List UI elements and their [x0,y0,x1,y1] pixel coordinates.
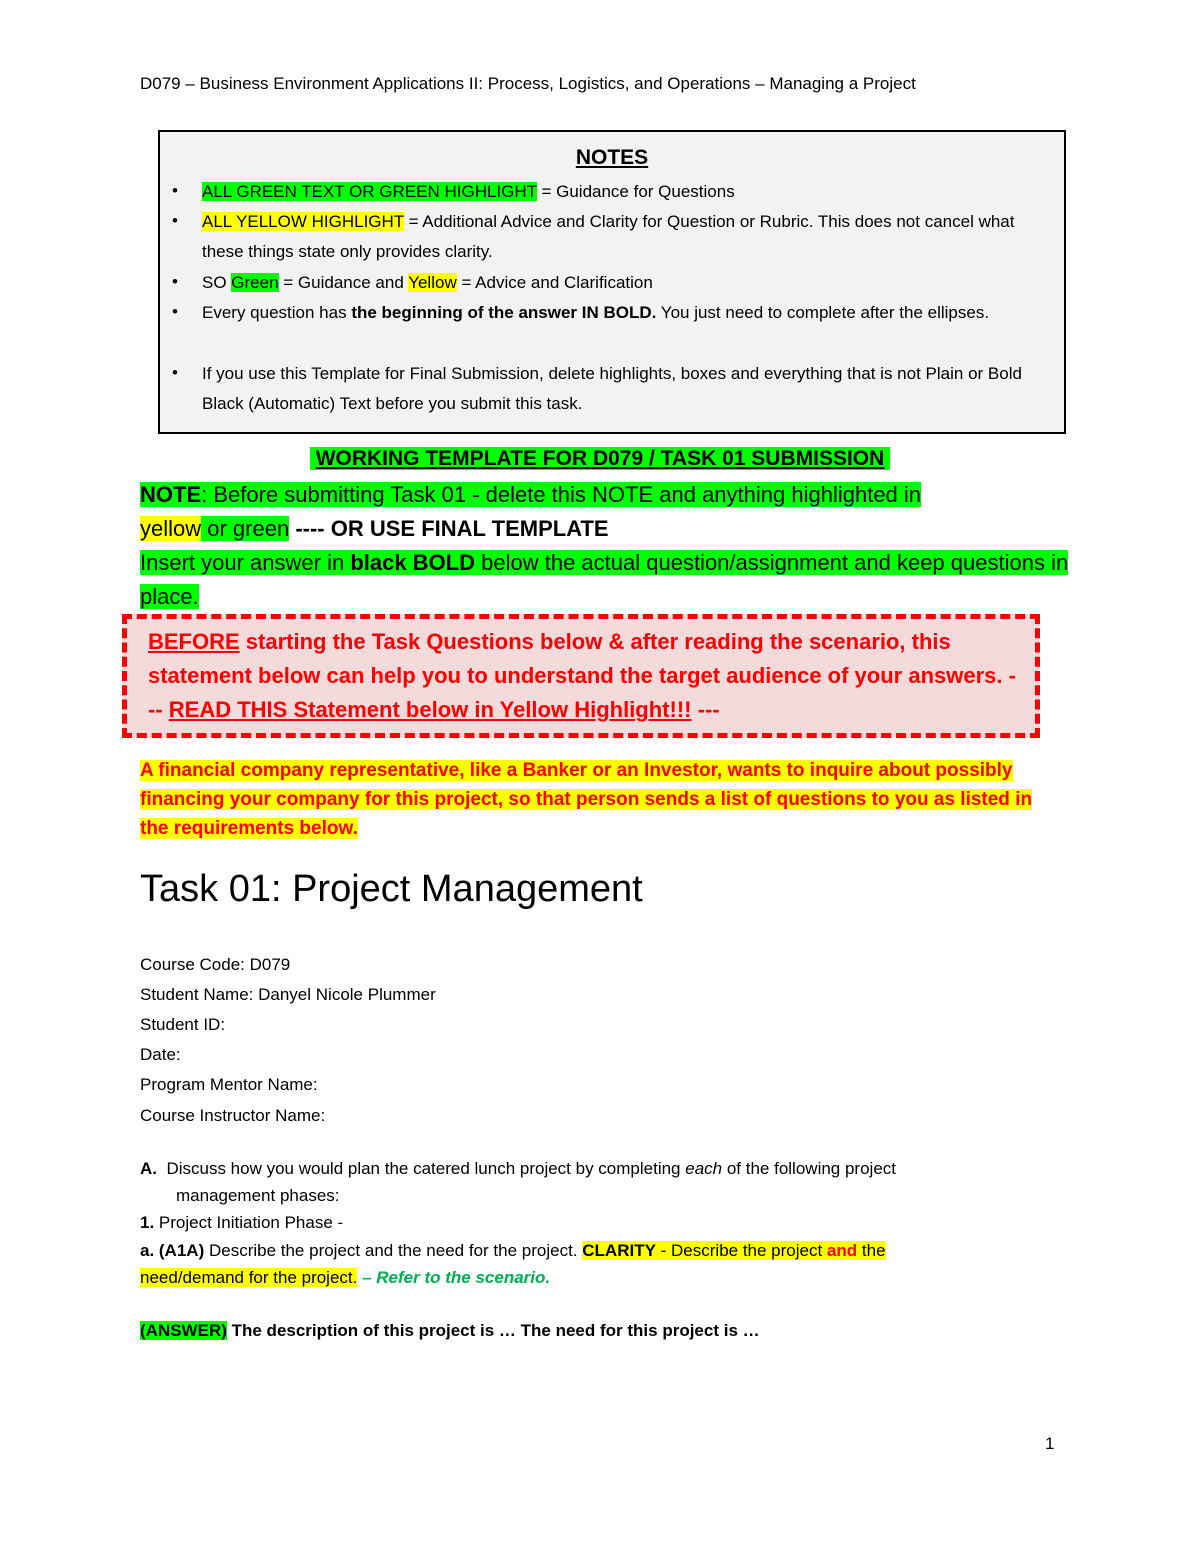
mentor-name: Program Mentor Name: [140,1075,318,1094]
task-title: Task 01: Project Management [140,868,643,910]
instructor-name: Course Instructor Name: [140,1106,326,1125]
bullet-icon: • [172,211,178,230]
bullet-icon: • [172,363,178,382]
working-template-title: WORKING TEMPLATE FOR D079 / TASK 01 SUBMISSION [140,447,1060,471]
student-id: Student ID: [140,1015,226,1034]
notes-bullet-1: ALL GREEN TEXT OR GREEN HIGHLIGHT = Guidance for Questions [202,182,735,201]
bullet-icon: • [172,302,178,321]
bullet-icon: • [172,272,178,291]
answer-line: (ANSWER) The description of this project is … The need for this project is … [140,1321,760,1340]
date-field: Date: [140,1045,181,1064]
before-statement: BEFORE starting the Task Questions below & after reading the scenario, this statement below can help you to understand the target audience of your answers. --- READ THIS Statement below in Yellow Highlight!!! --- [148,629,1016,722]
phase-1: 1. Project Initiation Phase - [140,1213,344,1232]
bullet-icon: • [172,181,178,200]
notes-bullet-2: ALL YELLOW HIGHLIGHT = Additional Advice and Clarity for Question or Rubric. This does not cancel what these things state only provides clarity. [202,212,1015,261]
question-a: A. Discuss how you would plan the catered lunch project by completing each of the following project management phases: [140,1159,897,1205]
question-a1a: a. (A1A) Describe the project and the need for the project. CLARITY - Describe the project and the need/demand for the project. – Refer to the scenario. [140,1241,886,1287]
notes-bullet-4: Every question has the beginning of the answer IN BOLD. You just need to complete after the ellipses. [202,303,990,322]
student-name: Student Name: Danyel Nicole Plummer [140,985,436,1004]
course-code: Course Code: D079 [140,955,291,974]
page-header: D079 – Business Environment Applications II: Process, Logistics, and Operations – Managing a Project [140,74,916,93]
notes-title: NOTES [575,146,649,169]
scenario-statement: A financial company representative, like a Banker or an Investor, wants to inquire about possibly financing your company for this project, so that person sends a list of questions to you as listed in the requirements below. [140,760,1033,839]
notes-bullet-3: SO Green = Guidance and Yellow = Advice and Clarification [202,273,653,292]
page-number: 1 [1045,1434,1055,1453]
notes-box [158,130,1066,434]
notes-bullet-5: If you use this Template for Final Submission, delete highlights, boxes and everything that is not Plain or Bold Black (Automatic) Text before you submit this task. [202,364,1022,413]
working-note: NOTE: Before submitting Task 01 - delete this NOTE and anything highlighted in yellow or green ---- OR USE FINAL TEMPLATE Insert your answer in black BOLD below the actual question/assignment and keep questions in place. [140,482,1069,609]
before-statement-box [122,614,1040,738]
